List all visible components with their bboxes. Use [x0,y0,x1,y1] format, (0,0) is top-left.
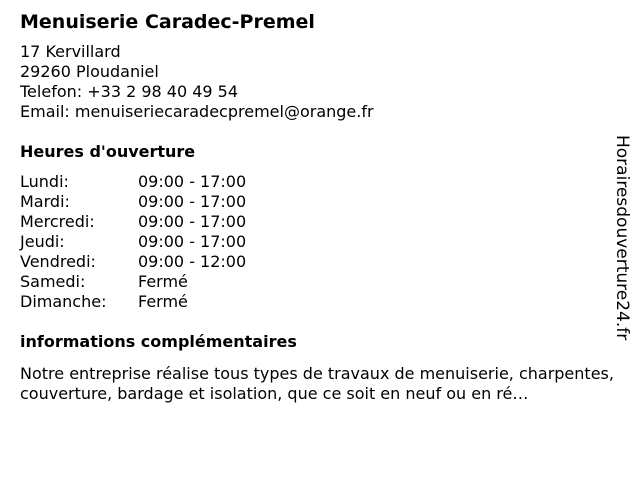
address-city: 29260 Ploudaniel [20,62,159,81]
hours-row-thursday [20,232,612,252]
hours-row-tuesday [20,192,612,212]
hours-day: Vendredi: [20,252,96,271]
hours-day: Samedi: [20,272,86,291]
hours-time: Fermé [138,272,188,291]
address-street: 17 Kervillard [20,42,121,61]
hours-table [20,172,612,312]
info-heading: informations complémentaires [20,332,297,351]
info-description: Notre entreprise réalise tous types de travaux de menuiserie, charpentes, couverture, bardage et isolation, que ce soit en neuf ou en ré… [20,364,614,403]
hours-time: 09:00 - 17:00 [138,172,247,191]
hours-row-saturday [20,272,612,292]
hours-heading: Heures d'ouverture [20,142,196,161]
hours-day: Lundi: [20,172,69,191]
hours-row-monday [20,172,612,192]
hours-row-friday [20,252,612,272]
hours-time: 09:00 - 17:00 [138,192,247,211]
business-name: Menuiserie Caradec-Premel [20,11,315,33]
phone-line: Telefon: +33 2 98 40 49 54 [20,82,239,101]
email-line: Email: menuiseriecaradecpremel@orange.fr [20,102,374,121]
hours-day: Jeudi: [20,232,65,251]
hours-day: Mercredi: [20,212,95,231]
site-watermark: Horairesdouverture24.fr [612,135,632,341]
hours-day: Dimanche: [20,292,107,311]
hours-time: 09:00 - 12:00 [138,252,247,271]
hours-day: Mardi: [20,192,70,211]
hours-row-wednesday [20,212,612,232]
business-card [20,10,612,404]
hours-time: Fermé [138,292,188,311]
hours-time: 09:00 - 17:00 [138,232,247,251]
hours-time: 09:00 - 17:00 [138,212,247,231]
hours-row-sunday [20,292,612,312]
